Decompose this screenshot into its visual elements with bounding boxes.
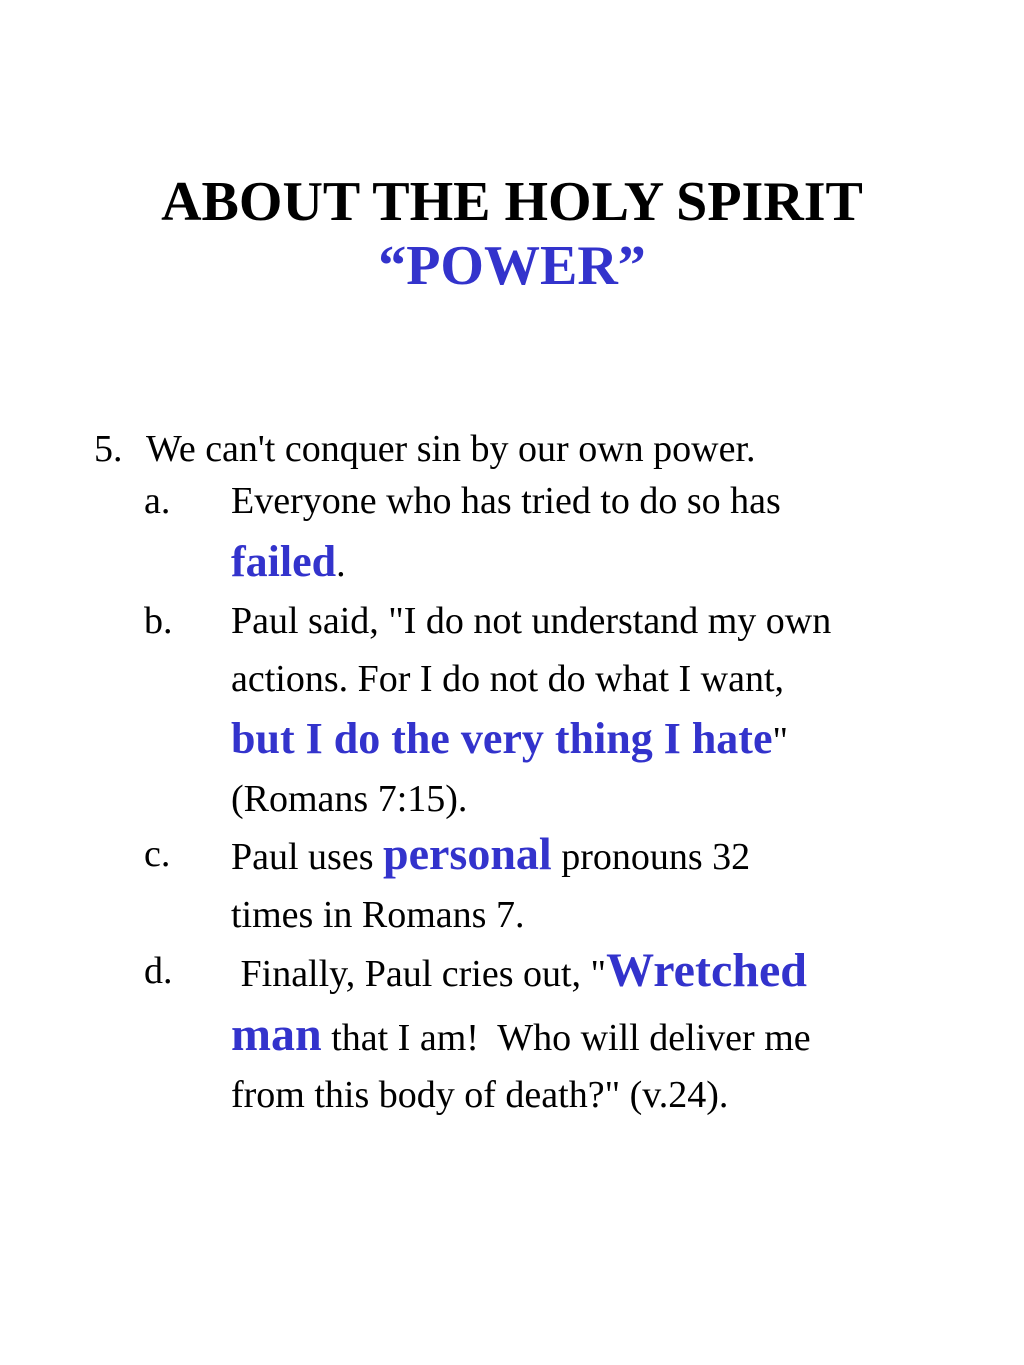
sub-point-body xyxy=(231,592,971,828)
slide-title: ABOUT THE HOLY SPIRIT xyxy=(161,171,863,233)
highlight-text: failed xyxy=(231,537,337,586)
sub-point-line xyxy=(231,530,971,594)
highlight-text: Wretched xyxy=(606,944,807,997)
sub-point-letter: c. xyxy=(144,833,171,875)
sub-point-line xyxy=(231,1004,971,1066)
sub-point-letter: d. xyxy=(144,950,173,992)
main-point-number: 5. xyxy=(94,428,123,470)
sub-point-text: . xyxy=(336,543,346,585)
sub-point-body xyxy=(231,472,971,594)
sub-point-text: actions. For I do not do what I want, xyxy=(231,658,785,700)
sub-point-line xyxy=(231,708,971,770)
sub-point-text: times in Romans 7. xyxy=(231,894,525,936)
slide-subtitle: “POWER” xyxy=(378,235,646,297)
highlight-text: personal xyxy=(383,828,552,879)
sub-point-text: Paul uses xyxy=(231,836,383,878)
sub-point-letter: b. xyxy=(144,600,173,642)
sub-point-letter: a. xyxy=(144,480,171,522)
sub-point-body xyxy=(231,822,971,944)
sub-point-text: pronouns 32 xyxy=(551,836,751,878)
sub-point-line xyxy=(231,822,971,886)
sub-point-text: Finally, Paul cries out, " xyxy=(231,953,607,995)
sub-point-line xyxy=(231,938,971,1004)
main-point-text: We can't conquer sin by our own power. xyxy=(146,428,756,470)
sub-point-text: Everyone who has tried to do so has xyxy=(231,480,781,522)
highlight-text: but I do the very thing I hate xyxy=(231,714,773,763)
sub-point-body xyxy=(231,938,971,1124)
sub-point-text: from this body of death?" (v.24). xyxy=(231,1074,729,1116)
sub-point-text: " xyxy=(772,720,789,762)
sub-point-text: Paul said, "I do not understand my own xyxy=(231,600,832,642)
highlight-text: man xyxy=(231,1008,322,1061)
sub-point-text: that I am! Who will deliver me xyxy=(321,1017,811,1059)
title-block xyxy=(0,168,1024,296)
sub-point-text: (Romans 7:15). xyxy=(231,778,468,820)
